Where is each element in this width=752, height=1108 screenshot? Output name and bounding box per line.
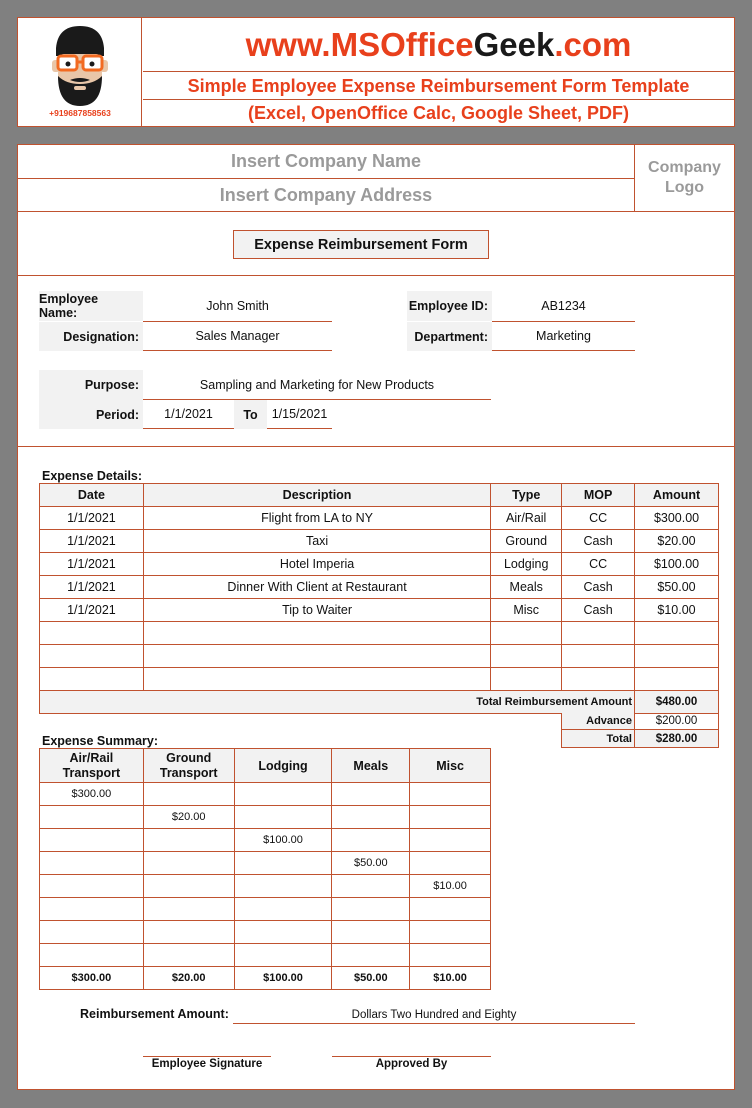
- summary-cell[interactable]: [410, 852, 491, 875]
- col-description: Description: [143, 484, 490, 507]
- summary-cell[interactable]: [143, 783, 234, 806]
- description-cell[interactable]: Taxi: [143, 530, 490, 553]
- sum-total-ground: $20.00: [143, 967, 234, 990]
- summary-row: [40, 921, 491, 944]
- summary-cell[interactable]: [143, 944, 234, 967]
- amount-cell[interactable]: $10.00: [635, 599, 719, 622]
- date-cell[interactable]: 1/1/2021: [40, 576, 144, 599]
- employee-name-label: Employee Name:: [39, 291, 143, 321]
- company-name[interactable]: Insert Company Name: [230, 151, 422, 171]
- summary-row: [40, 852, 491, 875]
- date-cell[interactable]: 1/1/2021: [40, 507, 144, 530]
- employee-name-field[interactable]: John Smith: [143, 291, 332, 322]
- company-address[interactable]: Insert Company Address: [219, 184, 433, 205]
- summary-cell[interactable]: [234, 944, 332, 967]
- summary-cell[interactable]: $20.00: [143, 806, 234, 829]
- summary-cell[interactable]: [332, 944, 410, 967]
- mop-cell[interactable]: Cash: [562, 576, 635, 599]
- designation-field[interactable]: Sales Manager: [143, 322, 332, 351]
- designation-label: Designation:: [39, 322, 143, 351]
- period-to-field[interactable]: 1/15/2021: [267, 400, 332, 429]
- expense-row: [40, 622, 719, 645]
- col-mop: MOP: [562, 484, 635, 507]
- site-part-2: MSOffice: [330, 25, 474, 63]
- expense-row: [40, 553, 719, 576]
- summary-cell[interactable]: [234, 806, 332, 829]
- department-label: Department:: [407, 322, 492, 351]
- summary-cell[interactable]: $100.00: [234, 829, 332, 852]
- brand-phone: +919687858563: [49, 108, 111, 118]
- summary-cell[interactable]: [40, 944, 144, 967]
- summary-cell[interactable]: [234, 852, 332, 875]
- amount-cell[interactable]: [635, 668, 719, 691]
- logo-line-2: Logo: [664, 179, 705, 196]
- expense-row: [40, 645, 719, 668]
- summary-cell[interactable]: [410, 898, 491, 921]
- advance-label: Advance: [562, 713, 635, 730]
- summary-cell[interactable]: [40, 852, 144, 875]
- net-total-value[interactable]: $280.00: [635, 730, 718, 747]
- summary-cell[interactable]: [143, 852, 234, 875]
- employee-signature-label[interactable]: Employee Signature: [151, 1058, 263, 1070]
- amount-cell[interactable]: [635, 645, 719, 668]
- description-cell[interactable]: Flight from LA to NY: [143, 507, 490, 530]
- date-cell[interactable]: 1/1/2021: [40, 553, 144, 576]
- total-reimbursement-label: Total Reimbursement Amount: [40, 691, 635, 714]
- summary-cell[interactable]: [234, 875, 332, 898]
- site-part-1: www.: [245, 25, 331, 63]
- summary-cell[interactable]: $50.00: [332, 852, 410, 875]
- description-cell[interactable]: Dinner With Client at Restaurant: [143, 576, 490, 599]
- brand-line-2: (Excel, OpenOffice Calc, Google Sheet, PDF): [247, 103, 630, 123]
- type-cell[interactable]: [491, 645, 562, 668]
- date-cell[interactable]: [40, 645, 144, 668]
- employee-id-field[interactable]: AB1234: [492, 291, 635, 322]
- summary-row: [40, 898, 491, 921]
- geek-face-icon: [18, 20, 142, 110]
- amount-cell[interactable]: $300.00: [635, 507, 719, 530]
- summary-cell[interactable]: [332, 829, 410, 852]
- expense-row: [40, 599, 719, 622]
- logo-line-1: Company: [648, 159, 721, 176]
- expense-row: [40, 668, 719, 691]
- mop-cell[interactable]: Cash: [562, 599, 635, 622]
- summary-cell[interactable]: $10.00: [410, 875, 491, 898]
- summary-cell[interactable]: [234, 921, 332, 944]
- summary-row: [40, 806, 491, 829]
- period-label: Period:: [39, 400, 143, 429]
- summary-row: [40, 783, 491, 806]
- mop-cell[interactable]: CC: [562, 553, 635, 576]
- type-cell[interactable]: Lodging: [491, 553, 562, 576]
- description-cell[interactable]: Tip to Waiter: [143, 599, 490, 622]
- summary-cell[interactable]: [410, 921, 491, 944]
- brand-banner: [17, 17, 735, 127]
- amount-cell[interactable]: $20.00: [635, 530, 719, 553]
- date-cell[interactable]: [40, 668, 144, 691]
- period-to-label: To: [234, 400, 267, 429]
- mop-cell[interactable]: [562, 622, 635, 645]
- description-cell[interactable]: [143, 668, 490, 691]
- expense-summary-table: [39, 748, 491, 990]
- period-from-field[interactable]: 1/1/2021: [143, 400, 234, 429]
- summary-cell[interactable]: [332, 806, 410, 829]
- expense-row: [40, 576, 719, 599]
- amount-cell[interactable]: [635, 622, 719, 645]
- date-cell[interactable]: [40, 622, 144, 645]
- net-total-label: Total: [562, 730, 635, 747]
- summary-cell[interactable]: [143, 921, 234, 944]
- expense-details-title: Expense Details:: [42, 469, 143, 483]
- mop-cell[interactable]: CC: [562, 507, 635, 530]
- description-cell[interactable]: Hotel Imperia: [143, 553, 490, 576]
- employee-id-label: Employee ID:: [407, 291, 492, 321]
- mop-cell[interactable]: Cash: [562, 530, 635, 553]
- brand-line-1: Simple Employee Expense Reimbursement Form Template: [143, 73, 734, 100]
- description-cell[interactable]: [143, 622, 490, 645]
- expense-row: [40, 530, 719, 553]
- col-type: Type: [491, 484, 562, 507]
- sum-col-misc: Misc: [410, 749, 491, 783]
- expense-row: [40, 507, 719, 530]
- advance-value[interactable]: $200.00: [635, 713, 718, 730]
- purpose-field[interactable]: Sampling and Marketing for New Products: [143, 370, 491, 400]
- company-logo-placeholder[interactable]: [635, 145, 734, 211]
- type-cell[interactable]: Misc: [491, 599, 562, 622]
- summary-cell[interactable]: [234, 783, 332, 806]
- date-cell[interactable]: 1/1/2021: [40, 530, 144, 553]
- summary-cell[interactable]: [143, 898, 234, 921]
- sum-total-airrail: $300.00: [40, 967, 144, 990]
- amount-cell[interactable]: $50.00: [635, 576, 719, 599]
- col-date: Date: [40, 484, 144, 507]
- mop-cell[interactable]: [562, 668, 635, 691]
- type-cell[interactable]: [491, 622, 562, 645]
- summary-cell[interactable]: [332, 875, 410, 898]
- type-cell[interactable]: Air/Rail: [491, 507, 562, 530]
- sum-total-meals: $50.00: [332, 967, 410, 990]
- summary-cell[interactable]: [143, 829, 234, 852]
- form-sheet: [17, 144, 735, 1090]
- site-part-3: Geek: [473, 25, 555, 63]
- type-cell[interactable]: [491, 668, 562, 691]
- sum-total-lodging: $100.00: [234, 967, 332, 990]
- summary-cell[interactable]: [40, 875, 144, 898]
- purpose-label: Purpose:: [39, 370, 143, 400]
- col-amount: Amount: [635, 484, 719, 507]
- sum-col-airrail: Air/Rail Transport: [40, 749, 144, 783]
- summary-cell[interactable]: [410, 806, 491, 829]
- summary-cell[interactable]: [143, 875, 234, 898]
- brand-site[interactable]: [143, 18, 734, 72]
- expense-summary-title: Expense Summary:: [42, 734, 159, 748]
- summary-cell[interactable]: $300.00: [40, 783, 144, 806]
- sum-col-lodging: Lodging: [234, 749, 332, 783]
- type-cell[interactable]: Meals: [491, 576, 562, 599]
- summary-cell[interactable]: [40, 898, 144, 921]
- type-cell[interactable]: Ground: [491, 530, 562, 553]
- date-cell[interactable]: 1/1/2021: [40, 599, 144, 622]
- sum-total-misc: $10.00: [410, 967, 491, 990]
- summary-cell[interactable]: [40, 921, 144, 944]
- department-field[interactable]: Marketing: [492, 322, 635, 351]
- brand-logo: [18, 18, 142, 126]
- reimbursement-label: Reimbursement Amount:: [80, 1007, 229, 1021]
- approved-by-label[interactable]: Approved By: [375, 1058, 448, 1070]
- summary-row: [40, 829, 491, 852]
- summary-cell[interactable]: [332, 898, 410, 921]
- total-reimbursement-value[interactable]: $480.00: [635, 691, 719, 714]
- amount-cell[interactable]: $100.00: [635, 553, 719, 576]
- description-cell[interactable]: [143, 645, 490, 668]
- sum-col-ground: Ground Transport: [143, 749, 234, 783]
- summary-cell[interactable]: [332, 783, 410, 806]
- summary-cell[interactable]: [410, 783, 491, 806]
- reimbursement-words-field[interactable]: Dollars Two Hundred and Eighty: [233, 1006, 635, 1024]
- sum-col-meals: Meals: [332, 749, 410, 783]
- summary-cell[interactable]: [40, 829, 144, 852]
- mop-cell[interactable]: [562, 645, 635, 668]
- form-title: Expense Reimbursement Form: [233, 230, 489, 259]
- summary-cell[interactable]: [234, 898, 332, 921]
- advance-block: [561, 713, 719, 748]
- summary-row: [40, 944, 491, 967]
- summary-cell[interactable]: [332, 921, 410, 944]
- summary-row: [40, 875, 491, 898]
- summary-cell[interactable]: [40, 806, 144, 829]
- expense-details-table: [39, 483, 719, 714]
- summary-cell[interactable]: [410, 944, 491, 967]
- site-part-4: .com: [554, 25, 632, 63]
- summary-cell[interactable]: [410, 829, 491, 852]
